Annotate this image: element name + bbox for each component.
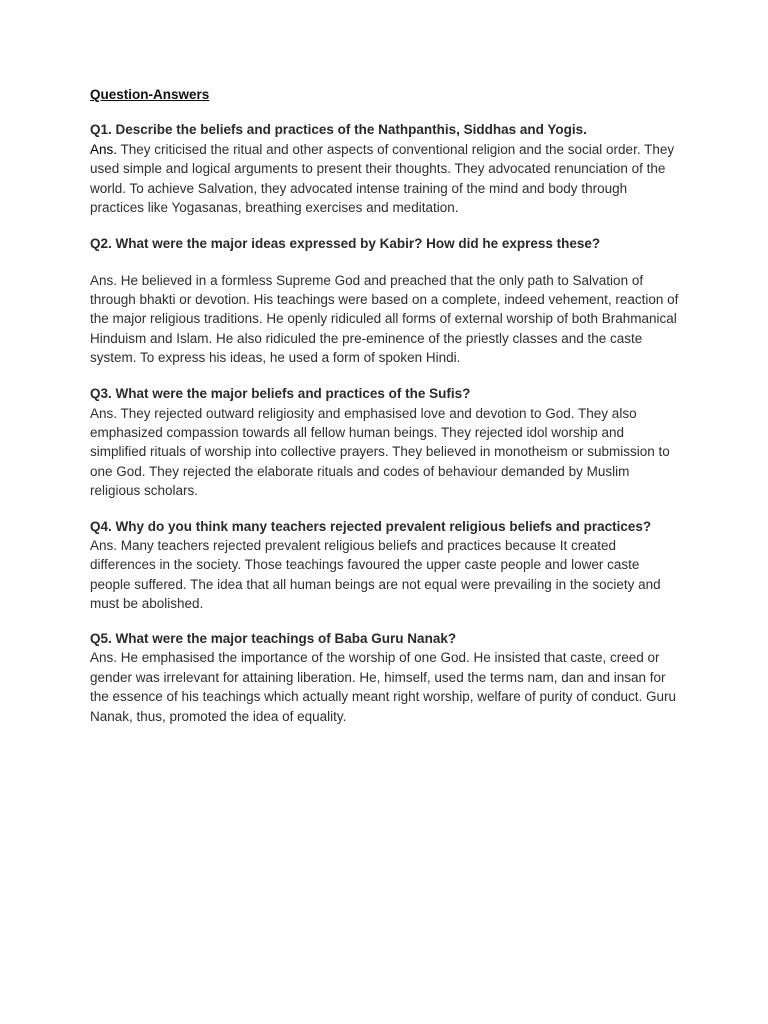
answer-2: Ans. He believed in a formless Supreme God and preached that the only path to Salvation of through bhakti or devotion. His teachings were based on a complete, indeed vehement, reaction of the major religious traditions. He openly ridiculed all forms of external worship of both Brahmanical Hinduism and Islam. He also ridiculed the pre-eminence of the priestly classes and the caste system. To express his ideas, he used a form of spoken Hindi. bbox=[90, 272, 679, 366]
question-5: Q5. What were the major teachings of Baba Guru Nanak? bbox=[90, 631, 457, 647]
qa-item-4 bbox=[90, 518, 680, 614]
answer-5: Ans. He emphasised the importance of the worship of one God. He insisted that caste, creed or gender was irrelevant for attaining liberation. He, himself, used the terms nam, dan and insan for the essence of his teachings which actually meant right worship, welfare of purity of conduct. Guru Nanak, thus, promoted the idea of equality. bbox=[90, 650, 677, 724]
qa-item-2 bbox=[90, 235, 680, 368]
answer-1-text: They criticised the ritual and other aspects of conventional religion and the social order. They used simple and logical arguments to present their thoughts. They advocated renunciation of the world. To achieve Salvation, they advocated intense training of the mind and body through practices like Yogasanas, breathing exercises and meditation. bbox=[90, 142, 675, 216]
question-2: Q2. What were the major ideas expressed by Kabir? How did he express these? bbox=[90, 235, 601, 251]
document-page bbox=[90, 86, 680, 726]
answer-1 bbox=[90, 140, 680, 218]
answer-1-prefix: Ans. bbox=[90, 142, 118, 157]
qa-item-3 bbox=[90, 385, 680, 501]
answer-3: Ans. They rejected outward religiosity and emphasised love and devotion to God. They also emphasized compassion towards all fellow human beings. They rejected idol worship and simplified rituals of worship into collective prayers. They believed in monotheism or submission to one God. They rejected the elaborate rituals and codes of behaviour demanded by Muslim religious scholars. bbox=[90, 405, 670, 499]
document-title: Question-Answers bbox=[90, 87, 210, 102]
question-4: Q4. Why do you think many teachers rejected prevalent religious beliefs and practices? bbox=[90, 518, 652, 534]
qa-item-1 bbox=[90, 121, 680, 218]
question-3: Q3. What were the major beliefs and practices of the Sufis? bbox=[90, 385, 471, 401]
qa-item-5 bbox=[90, 630, 680, 726]
answer-4: Ans. Many teachers rejected prevalent religious beliefs and practices because It created differences in the society. Those teachings favoured the upper caste people and lower caste people suffered. The idea that all human beings are not equal were prevailing in the society and must be abolished. bbox=[90, 537, 661, 611]
question-1: Q1. Describe the beliefs and practices of the Nathpanthis, Siddhas and Yogis. bbox=[90, 122, 587, 137]
